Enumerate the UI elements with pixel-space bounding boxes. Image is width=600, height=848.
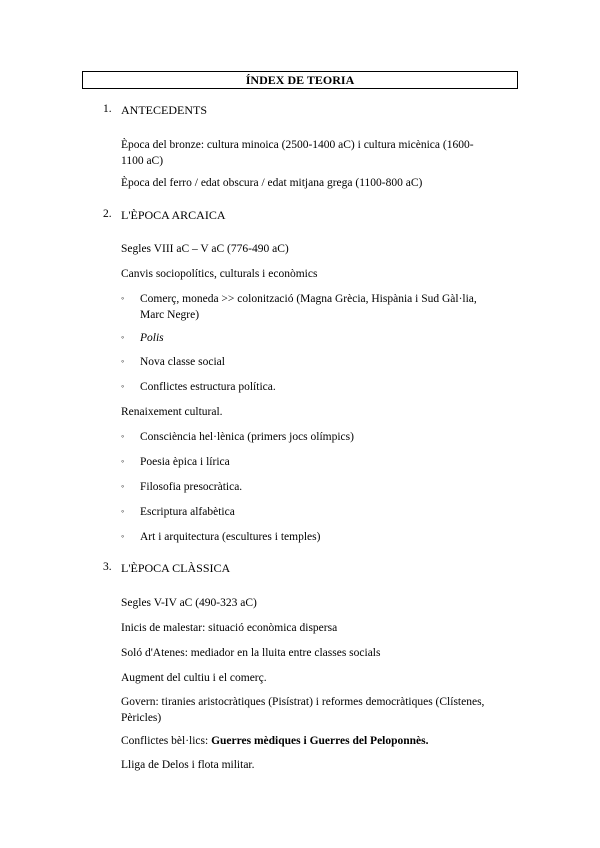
bullet-marker: ◦ bbox=[121, 506, 125, 516]
section-3-line-6: Lliga de Delos i flota militar. bbox=[121, 759, 255, 771]
bullet-marker: ◦ bbox=[121, 431, 125, 441]
section-3-line-5: Govern: tiranies aristocràtiques (Pisístrat) i reformes democràtiques (Clístenes, Pèricles) bbox=[121, 696, 485, 724]
bullet-marker: ◦ bbox=[121, 293, 125, 303]
section-3-line-4: Augment del cultiu i el comerç. bbox=[121, 672, 267, 684]
section-2-number: 2. bbox=[103, 208, 112, 220]
list-item: Nova classe social bbox=[140, 356, 225, 368]
section-1-heading: ANTECEDENTS bbox=[121, 103, 207, 117]
list-item: Conflictes estructura política. bbox=[140, 381, 276, 393]
bullet-marker: ◦ bbox=[121, 481, 125, 491]
bullet-marker: ◦ bbox=[121, 531, 125, 541]
list-item: Comerç, moneda >> colonització (Magna Grècia, Hispània i Sud Gàl·lia, Marc Negre) bbox=[140, 293, 477, 321]
list-item: Escriptura alfabètica bbox=[140, 506, 235, 518]
section-2-dates: Segles VIII aC – V aC (776-490 aC) bbox=[121, 243, 289, 255]
conflicts-bold: Guerres mèdiques i Guerres del Peloponnès. bbox=[211, 735, 429, 747]
list-item: Filosofia presocràtica. bbox=[140, 481, 243, 493]
section-1-line-1: Època del bronze: cultura minoica (2500-1400 aC) i cultura micènica (1600-1100 aC) bbox=[121, 139, 474, 167]
list-item: Poesia èpica i lírica bbox=[140, 456, 230, 468]
section-3-heading: L'ÈPOCA CLÀSSICA bbox=[121, 561, 231, 575]
section-3-number: 3. bbox=[103, 561, 112, 573]
section-1-line-2: Època del ferro / edat obscura / edat mitjana grega (1100-800 aC) bbox=[121, 177, 423, 189]
bullet-marker: ◦ bbox=[121, 332, 125, 342]
section-3-line-3: Soló d'Atenes: mediador en la lluita entre classes socials bbox=[121, 647, 381, 659]
index-title: ÍNDEX DE TEORIA bbox=[82, 71, 518, 89]
section-2-subheading-1: Canvis sociopolítics, culturals i econòmics bbox=[121, 268, 318, 280]
bullet-marker: ◦ bbox=[121, 456, 125, 466]
bullet-marker: ◦ bbox=[121, 356, 125, 366]
section-3-line-1: Segles V-IV aC (490-323 aC) bbox=[121, 597, 257, 609]
section-1-number: 1. bbox=[103, 103, 112, 115]
bullet-marker: ◦ bbox=[121, 381, 125, 391]
conflicts-label: Conflictes bèl·lics: bbox=[121, 735, 209, 747]
section-2-subheading-2: Renaixement cultural. bbox=[121, 406, 223, 418]
section-2-heading: L'ÈPOCA ARCAICA bbox=[121, 208, 226, 222]
list-item: Art i arquitectura (escultures i temples) bbox=[140, 531, 321, 543]
list-item: Consciència hel·lènica (primers jocs olímpics) bbox=[140, 431, 354, 443]
section-3-line-2: Inicis de malestar: situació econòmica dispersa bbox=[121, 622, 338, 634]
list-item: Polis bbox=[140, 332, 164, 344]
section-3-conflicts bbox=[121, 733, 429, 749]
